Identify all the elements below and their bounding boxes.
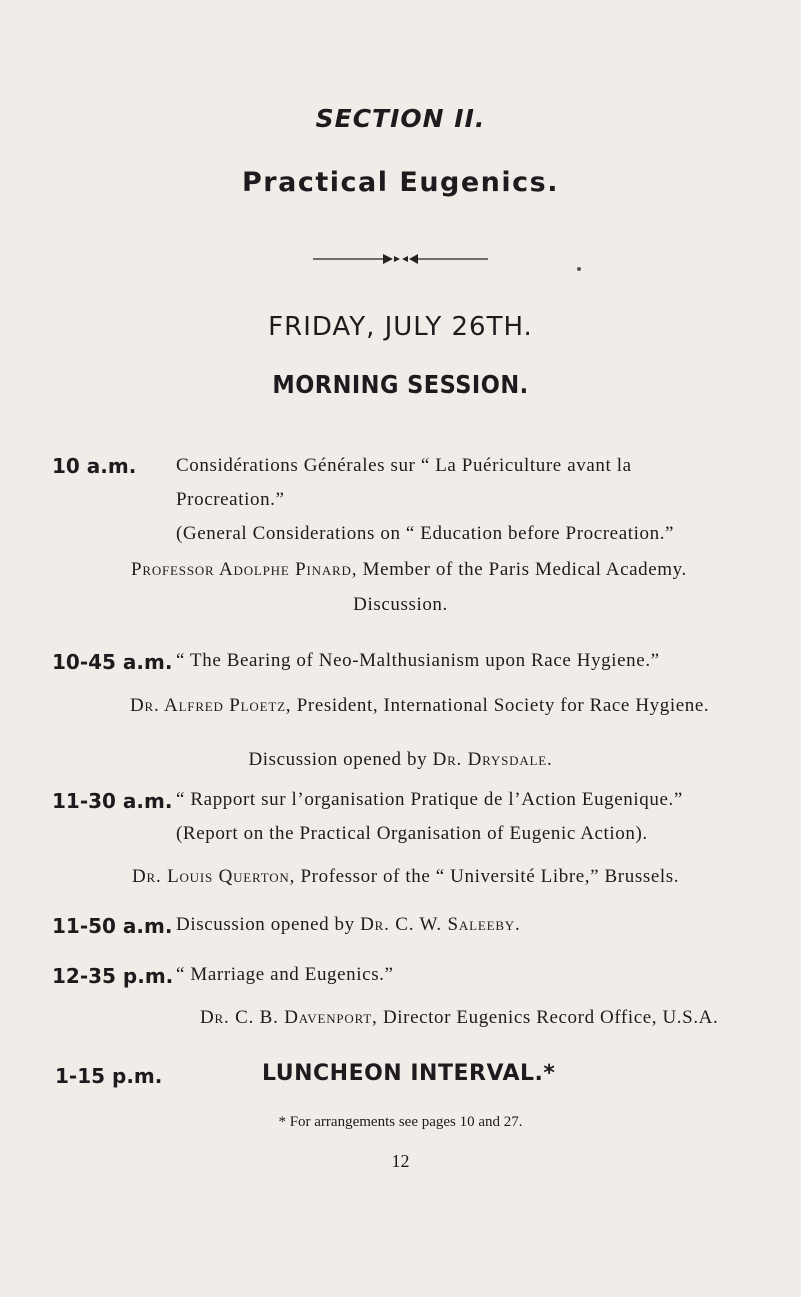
divider-ornament-icon	[313, 252, 488, 266]
discussion-name: Dr. Drysdale.	[432, 749, 553, 770]
item-discussion	[0, 749, 801, 771]
item-time: 1-15 p.m.	[55, 1064, 163, 1088]
item-translation: (General Considerations on “ Education before Procreation.”	[176, 523, 675, 544]
item-time: 12-35 p.m.	[52, 964, 174, 988]
item-time: 11-50 a.m.	[52, 914, 173, 938]
item-speaker	[130, 695, 709, 717]
item-time: 10 a.m.	[52, 454, 137, 478]
speaker-name: Dr. C. B. Davenport,	[200, 1007, 378, 1028]
item-title-cont: Procreation.”	[176, 489, 285, 510]
session-heading: MORNING SESSION.	[272, 370, 529, 399]
item-title: “ The Bearing of Neo-Malthusianism upon Race Hygiene.”	[176, 650, 660, 671]
speaker-desc: Member of the Paris Medical Academy.	[362, 559, 687, 580]
section-heading: SECTION II.	[315, 104, 486, 133]
discussion-name: Dr. C. W. Saleeby.	[360, 914, 521, 935]
speaker-desc: Professor of the “ Université Libre,” Brussels.	[300, 866, 680, 887]
item-time: 11-30 a.m.	[52, 789, 173, 813]
item-time: 10-45 a.m.	[52, 650, 173, 674]
speaker-desc: President, International Society for Race Hygiene.	[296, 695, 710, 716]
item-title: Considérations Générales sur “ La Puériculture avant la	[176, 455, 632, 476]
session-date: FRIDAY, JULY 26TH.	[268, 312, 533, 342]
item-translation: (Report on the Practical Organisation of Eugenic Action).	[176, 823, 648, 844]
speaker-desc: Director Eugenics Record Office, U.S.A.	[382, 1007, 719, 1028]
footnote: * For arrangements see pages 10 and 27.	[278, 1114, 523, 1130]
item-speaker	[200, 1007, 718, 1029]
item-discussion: Discussion.	[353, 594, 448, 615]
page-number: 12	[391, 1151, 410, 1171]
section-subtitle: Practical Eugenics.	[242, 167, 559, 198]
speaker-name: Dr. Louis Querton,	[132, 866, 296, 887]
item-speaker	[132, 866, 679, 888]
item-title: “ Marriage and Eugenics.”	[176, 964, 394, 985]
discussion-label: Discussion opened by	[176, 914, 355, 935]
discussion-label: Discussion opened by	[248, 749, 428, 770]
speaker-name: Professor Adolphe Pinard,	[131, 559, 358, 580]
speck	[577, 267, 581, 271]
speaker-name: Dr. Alfred Ploetz,	[130, 695, 292, 716]
item-speaker	[131, 559, 687, 581]
item-title: “ Rapport sur l’organisation Pratique de l’Action Eugenique.”	[176, 789, 683, 810]
luncheon-heading: LUNCHEON INTERVAL.*	[262, 1061, 556, 1086]
item-discussion	[176, 914, 521, 936]
